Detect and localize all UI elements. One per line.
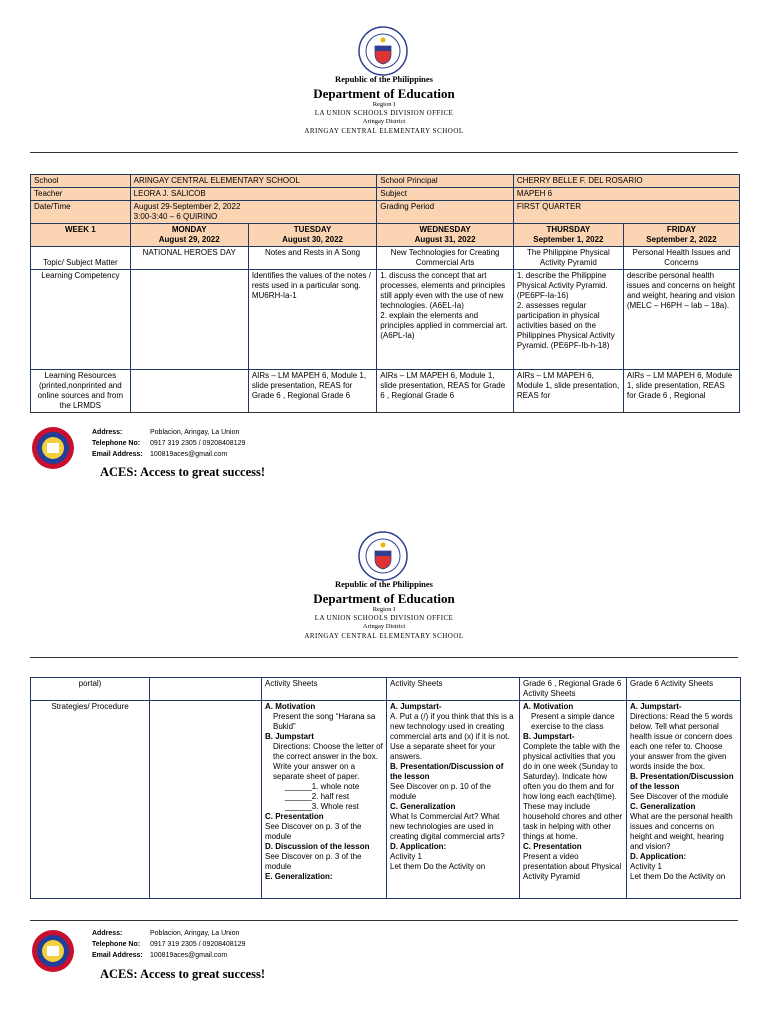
day-name: WEDNESDAY — [419, 225, 471, 234]
day-date: August 29, 2022 — [158, 235, 220, 244]
datetime-label: Date/Time — [31, 201, 131, 224]
day-header — [248, 224, 376, 247]
deped-seal-icon — [358, 531, 408, 581]
strategies-label: Strategies/ Procedure — [31, 701, 150, 899]
competency-label: Learning Competency — [31, 270, 131, 370]
section-heading: E. Generalization: — [265, 872, 333, 881]
resources-cell: AIRs – LM MAPEH 6, Module 1, slide presentation, REAS for Grade 6 , Regional Grade 6 — [248, 370, 376, 413]
portal-cell: Activity Sheets — [262, 678, 387, 701]
header-division: LA UNION SCHOOLS DIVISION OFFICE — [314, 109, 454, 117]
strategies-cell-wednesday — [387, 701, 520, 899]
teacher-value: LEORA J. SALICOB — [130, 188, 377, 201]
topic-label: Topic/ Subject Matter — [31, 247, 131, 270]
week-header-row — [31, 224, 740, 247]
topic-cell: The Philippine Physical Activity Pyramid — [513, 247, 623, 270]
section-body: Present a simple dance exercise to the class — [531, 712, 615, 731]
email-value: 100819aces@gmail.com — [150, 952, 228, 959]
address-value: Poblacion, Aringay, La Union — [150, 429, 240, 436]
footer-address — [92, 929, 239, 938]
day-header — [513, 224, 623, 247]
phone-label: Telephone No: — [92, 941, 141, 948]
section-body: See Discover on p. 3 of the module — [265, 822, 362, 841]
section-body: Present a video presentation about Physical Activity Pyramid — [523, 852, 622, 881]
answer-item: ______2. half rest — [285, 792, 350, 801]
section-heading: B. Presentation/Discussion of the lesson — [630, 772, 734, 791]
strategies-cell-friday — [627, 701, 741, 899]
datetime-time: 3:00-3:40 – 6 QUIRINO — [133, 212, 218, 221]
day-date: August 31, 2022 — [414, 235, 476, 244]
header-division: LA UNION SCHOOLS DIVISION OFFICE — [314, 614, 454, 622]
strategies-cell-monday — [150, 701, 262, 899]
resources-cell — [130, 370, 248, 413]
header-department: Department of Education — [313, 591, 455, 606]
section-heading: B. Jumpstart — [265, 732, 314, 741]
section-heading: B. Jumpstart- — [523, 732, 575, 741]
resources-label: Learning Resources (printed,nonprinted and online sources and from the LRMDS — [31, 370, 131, 413]
day-name: THURSDAY — [546, 225, 591, 234]
header-republic: Republic of the Philippines — [334, 579, 433, 589]
portal-cell — [150, 678, 262, 701]
topic-cell: NATIONAL HEROES DAY — [130, 247, 248, 270]
header-department: Department of Education — [313, 86, 455, 101]
competency-cell: Identifies the values of the notes / rests used in a particular song. MU6RH-Ia-1 — [248, 270, 376, 370]
answer-item: ______1. whole note — [285, 782, 360, 791]
header-school: ARINGAY CENTRAL ELEMENTARY SCHOOL — [304, 632, 464, 640]
section-heading: C. Presentation — [523, 842, 582, 851]
day-header — [623, 224, 739, 247]
subject-value: MAPEH 6 — [513, 188, 739, 201]
section-body: Complete the table with the physical activities that you do in one week (Sunday to Saturday). Indicate how often you do them and for how long each each(time). These may include household chores and other task in helping with other things at home. — [523, 742, 623, 841]
strategies-row — [31, 701, 741, 899]
section-body: See Discover on p. 10 of the module — [390, 782, 491, 801]
section-heading: D. Application: — [630, 852, 687, 861]
topic-cell: New Technologies for Creating Commercial Arts — [377, 247, 514, 270]
section-body: What Is Commercial Art? What new technologies are used in creating digital commercial arts? — [390, 812, 505, 841]
section-heading: D. Discussion of the lesson — [265, 842, 370, 851]
school-logo-icon — [31, 929, 75, 973]
lesson-plan-table — [30, 174, 740, 413]
competency-cell — [130, 270, 248, 370]
section-heading: C. Generalization — [390, 802, 456, 811]
footer-address — [92, 428, 239, 437]
header-district: Aringay District — [362, 623, 406, 630]
week-label: WEEK 1 — [31, 224, 131, 247]
header-divider — [30, 152, 738, 153]
info-row — [31, 188, 740, 201]
topic-cell: Notes and Rests in A Song — [248, 247, 376, 270]
phone-label: Telephone No: — [92, 440, 141, 447]
section-heading: C. Presentation — [265, 812, 324, 821]
section-body: Activity 1 Let them Do the Activity on — [390, 852, 486, 871]
principal-value: CHERRY BELLE F. DEL ROSARIO — [513, 175, 739, 188]
address-label: Address: — [92, 930, 123, 937]
address-label: Address: — [92, 429, 123, 436]
section-heading: A. Motivation — [265, 702, 316, 711]
deped-seal-icon — [358, 26, 408, 76]
principal-label: School Principal — [377, 175, 514, 188]
strategies-cell-thursday — [520, 701, 627, 899]
day-name: TUESDAY — [293, 225, 332, 234]
header-republic: Republic of the Philippines — [334, 74, 433, 84]
day-header — [377, 224, 514, 247]
footer-slogan: ACES: Access to great success! — [100, 967, 266, 981]
day-name: FRIDAY — [666, 225, 696, 234]
phone-value: 0917 319 2305 / 09208408129 — [150, 440, 246, 447]
datetime-value — [130, 201, 377, 224]
header-divider — [30, 657, 738, 658]
grading-value: FIRST QUARTER — [513, 201, 739, 224]
section-body: Present the song “Harana sa Bukid” — [273, 712, 376, 731]
portal-cell: Activity Sheets — [387, 678, 520, 701]
portal-cell: Grade 6 , Regional Grade 6 Activity Sheets — [520, 678, 627, 701]
day-date: September 2, 2022 — [646, 235, 717, 244]
section-body: What are the personal health issues and concerns on height and weight, hearing and vision? — [630, 812, 733, 851]
day-header — [130, 224, 248, 247]
topic-cell: Personal Health Issues and Concerns — [623, 247, 739, 270]
email-label: Email Address: — [92, 451, 143, 458]
school-value: ARINGAY CENTRAL ELEMENTARY SCHOOL — [130, 175, 377, 188]
day-name: MONDAY — [171, 225, 207, 234]
email-value: 100819aces@gmail.com — [150, 451, 228, 458]
strategies-cell-tuesday — [262, 701, 387, 899]
section-body: Directions: Read the 5 words below. Tell what personal health issue or concern does each one refer to. Choose your answer from the given words inside the box. — [630, 712, 733, 771]
resources-cell: AIRs – LM MAPEH 6, Module 1, slide presentation, REAS for — [513, 370, 623, 413]
info-row — [31, 201, 740, 224]
footer-email — [92, 951, 227, 960]
portal-label: portal) — [31, 678, 150, 701]
competency-cell: describe personal health issues and concerns on height and weight, hearing and vision (MELC – H6PH – Iab – 18a). — [623, 270, 739, 370]
resources-cell: AIRs – LM MAPEH 6, Module 1, slide presentation, REAS for Grade 6 , Regional Grade 6 — [377, 370, 514, 413]
footer-divider — [30, 412, 738, 413]
datetime-dates: August 29-September 2, 2022 — [133, 202, 241, 211]
document-page-2 — [0, 505, 768, 1017]
day-date: August 30, 2022 — [282, 235, 343, 244]
header-region: Region I — [372, 101, 396, 108]
section-heading: B. Presentation/Discussion of the lesson — [390, 762, 504, 781]
teacher-label: Teacher — [31, 188, 131, 201]
portal-row — [31, 678, 741, 701]
section-heading: A. Motivation — [523, 702, 574, 711]
info-row — [31, 175, 740, 188]
footer-phone — [92, 439, 245, 448]
school-label: School — [31, 175, 131, 188]
subject-label: Subject — [377, 188, 514, 201]
footer-phone — [92, 940, 245, 949]
resources-cell: AIRs – LM MAPEH 6, Module 1, slide presentation, REAS for Grade 6 , Regional — [623, 370, 739, 413]
lesson-plan-table — [30, 677, 741, 899]
resources-row — [31, 370, 740, 413]
answer-item: ______3. Whole rest — [285, 802, 359, 811]
address-value: Poblacion, Aringay, La Union — [150, 930, 240, 937]
school-logo-icon — [31, 426, 75, 470]
portal-cell: Grade 6 Activity Sheets — [627, 678, 741, 701]
section-body: See Discover of the module — [630, 792, 729, 801]
section-body: A. Put a (/) if you think that this is a new technology used in creating commercial arts and (x) if it is not. Use a separate sheet for your answers. — [390, 712, 514, 761]
day-date: September 1, 2022 — [533, 235, 604, 244]
header-region: Region I — [372, 606, 396, 613]
competency-cell: 1. discuss the concept that art processes, elements and principles still apply even with the use of new technologies. (A6EL-Ia) 2. explain the elements and principles applied in commercial art. (A6PL-Ia) — [377, 270, 514, 370]
section-heading: D. Application: — [390, 842, 447, 851]
grading-label: Grading Period — [377, 201, 514, 224]
section-heading: A. Jumpstart- — [390, 702, 442, 711]
section-body: Activity 1 Let them Do the Activity on — [630, 862, 726, 881]
header-district: Aringay District — [362, 118, 406, 125]
section-heading: A. Jumpstart- — [630, 702, 682, 711]
header-school: ARINGAY CENTRAL ELEMENTARY SCHOOL — [304, 127, 464, 135]
competency-row — [31, 270, 740, 370]
footer-divider — [30, 920, 738, 921]
footer-email — [92, 450, 227, 459]
section-body: See Discover on p. 3 of the module — [265, 852, 362, 871]
phone-value: 0917 319 2305 / 09208408129 — [150, 941, 246, 948]
footer-slogan: ACES: Access to great success! — [100, 465, 266, 479]
section-heading: C. Generalization — [630, 802, 696, 811]
section-body: Directions: Choose the letter of the correct answer in the box. Write your answer on a separate sheet of paper. — [273, 742, 383, 781]
competency-cell: 1. describe the Philippine Physical Activity Pyramid. (PE6PF-Ia-16) 2. assesses regular participation in physical activities based on the Philippines Physical Activity Pyramid. (PE6PF-Ib-h-18) — [513, 270, 623, 370]
topic-row — [31, 247, 740, 270]
email-label: Email Address: — [92, 952, 143, 959]
